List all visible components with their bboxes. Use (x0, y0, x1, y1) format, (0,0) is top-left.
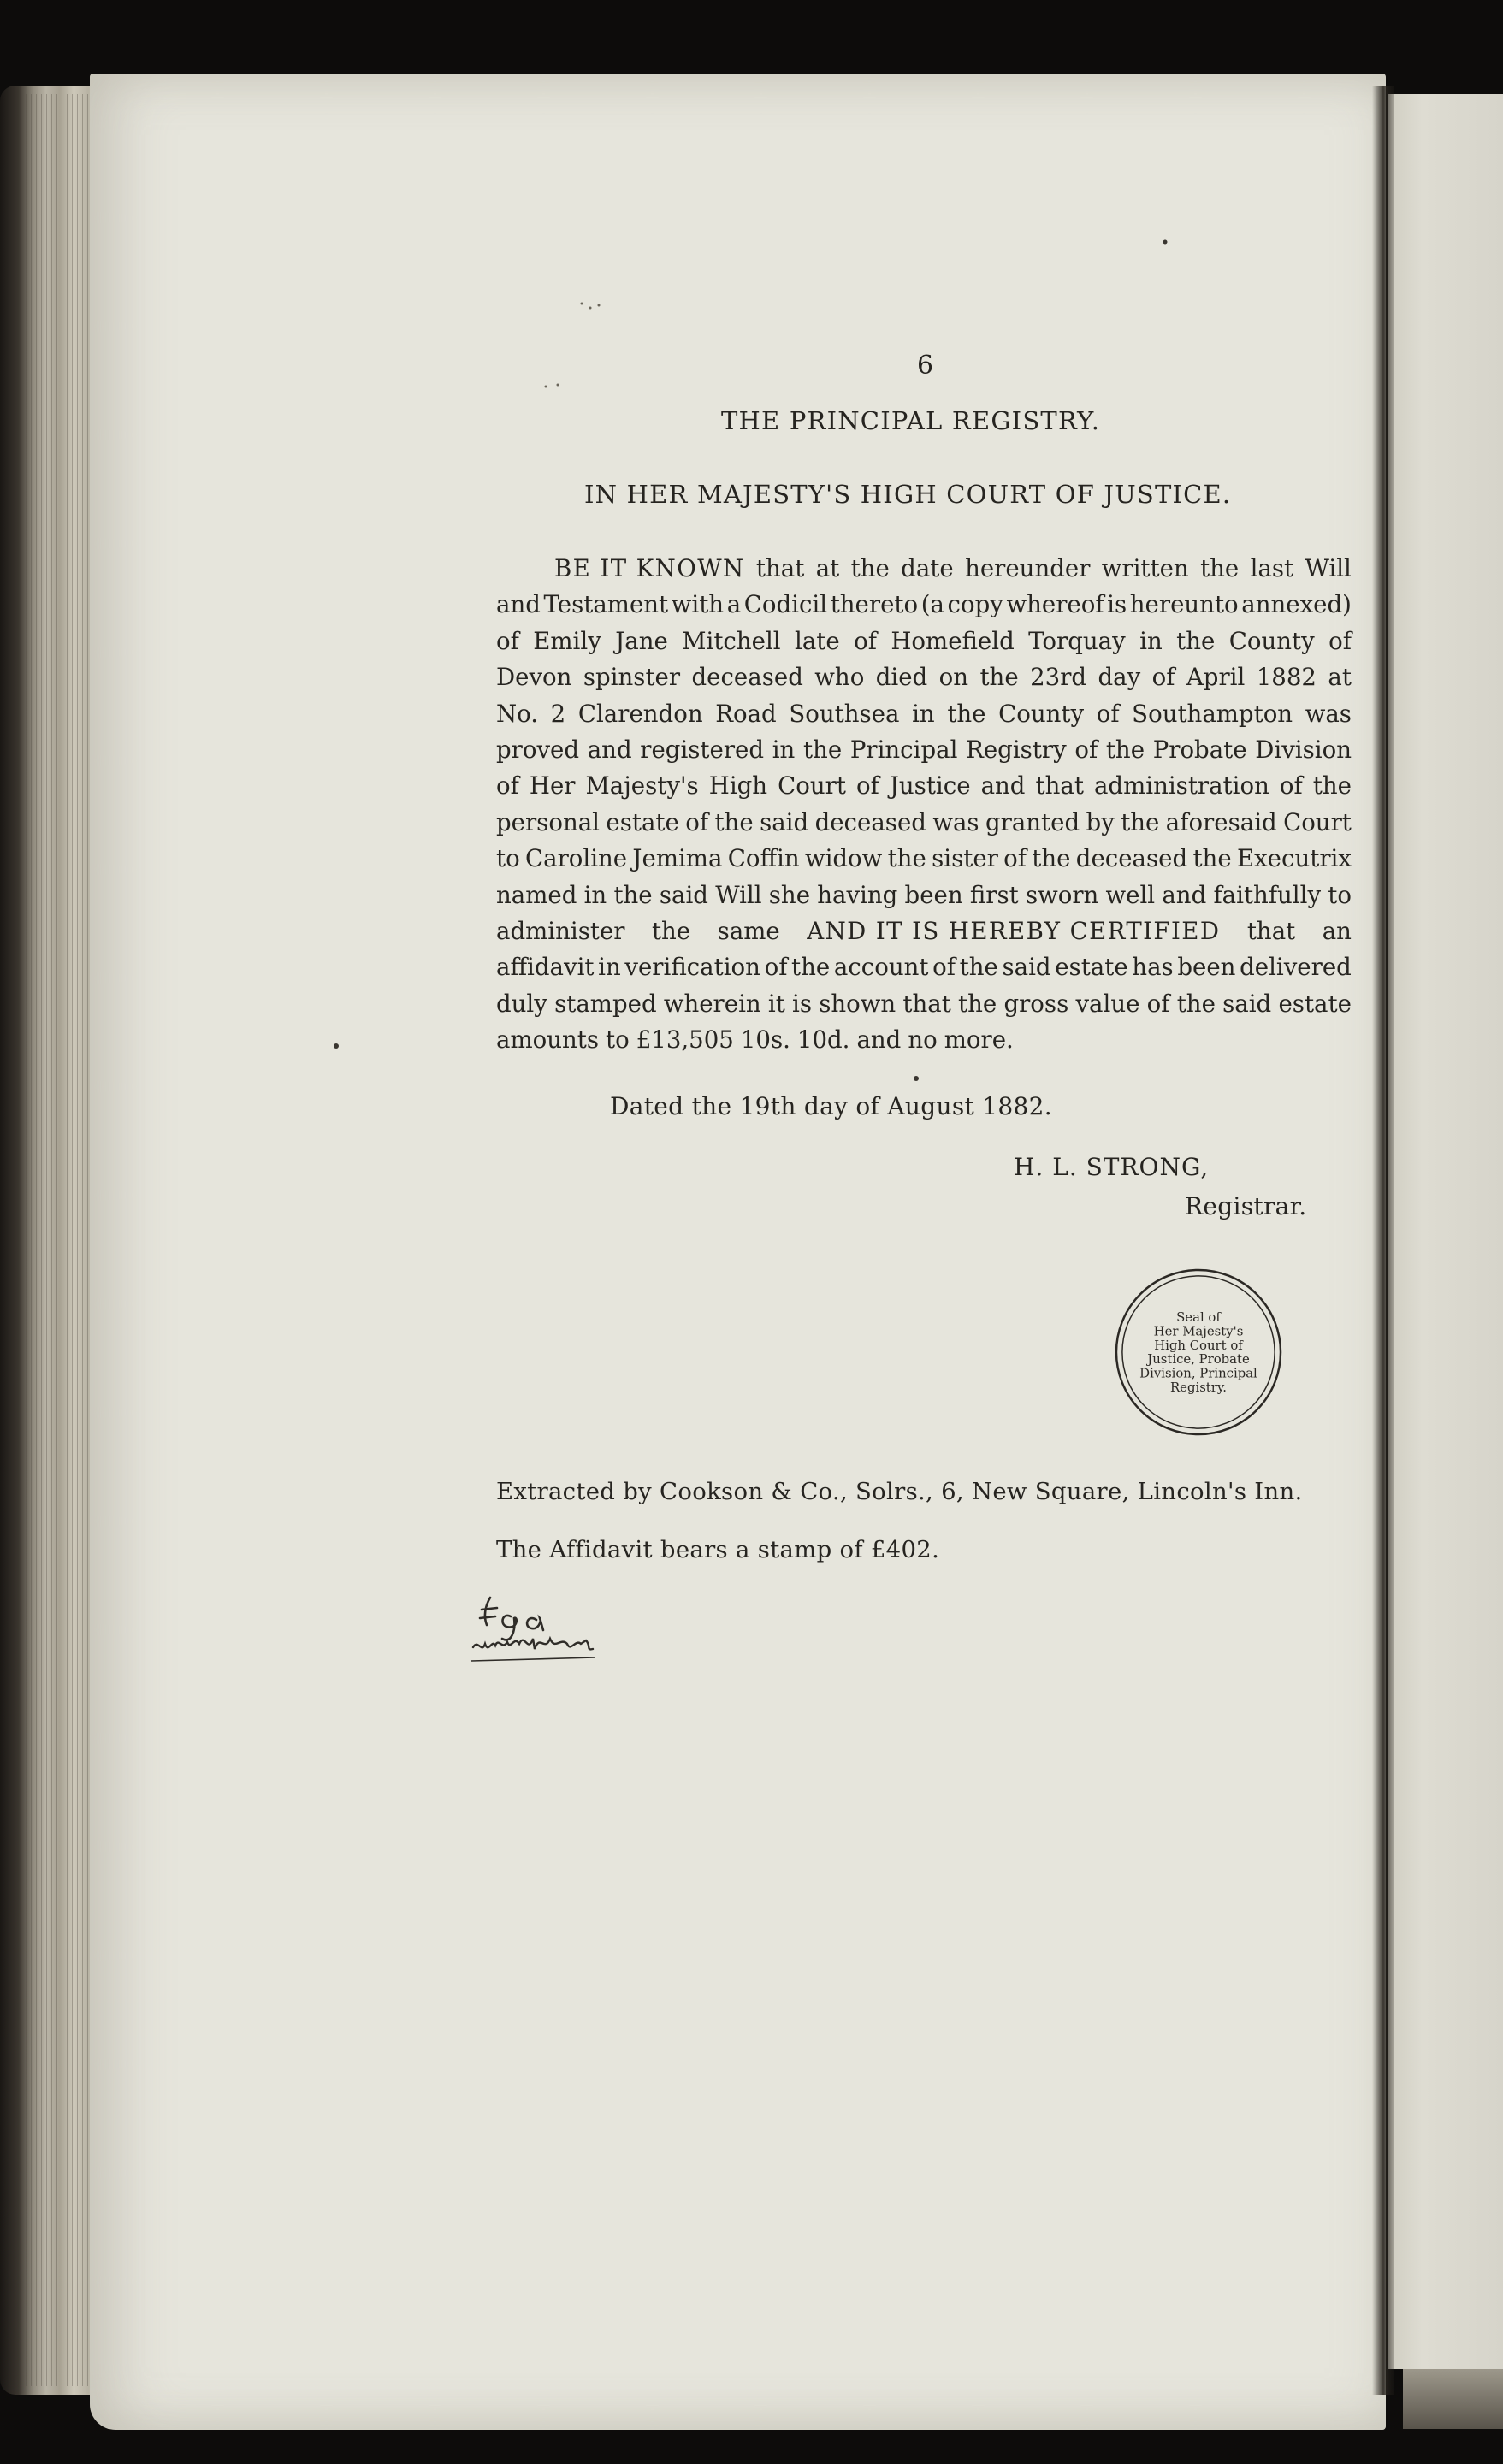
body-word: in (583, 880, 607, 909)
body-word: the (1192, 844, 1232, 873)
body-word: the (802, 735, 843, 764)
court-seal (1114, 1267, 1283, 1437)
dated-line: Dated the 19th day of August 1882. (610, 1092, 1052, 1120)
body-word: granted (985, 807, 1080, 836)
affidavit-stamp-line: The Affidavit bears a stamp of £402. (496, 1536, 940, 1563)
body-word: the (613, 880, 653, 909)
body-word: County (1228, 626, 1315, 655)
body-word: the (850, 554, 890, 582)
handwritten-annotation (466, 1582, 620, 1676)
body-word: it (767, 989, 785, 1018)
body-word: no (908, 1025, 938, 1055)
body-word: sworn (1025, 880, 1099, 909)
body-word: duly (496, 989, 547, 1018)
body-word: in (1139, 626, 1163, 655)
body-word: deceased (691, 663, 803, 692)
body-word: annexed) (1241, 590, 1352, 619)
body-word: stamped (554, 989, 657, 1018)
body-word: of (854, 626, 877, 655)
body-word: Torquay (1028, 626, 1126, 655)
body-word: on (938, 663, 969, 692)
body-word: of (496, 626, 519, 655)
body-word: of (1328, 626, 1352, 655)
body-word: the (714, 807, 754, 836)
registrar-title: Registrar. (1185, 1192, 1307, 1220)
body-line (496, 877, 1352, 913)
body-word: Court (1283, 807, 1352, 836)
body-word: is (792, 989, 813, 1018)
body-word: delivered (1240, 953, 1352, 982)
body-word: who (814, 663, 865, 692)
body-word: the (979, 663, 1019, 692)
body-word: date (901, 554, 954, 582)
body-word: with (671, 590, 725, 619)
body-line (496, 732, 1352, 768)
body-word: at (1328, 663, 1352, 692)
body-line (496, 949, 1352, 985)
body-word: been (1177, 953, 1236, 982)
registry-heading: THE PRINCIPAL REGISTRY. (721, 406, 1101, 435)
body-word: Jane (615, 626, 668, 655)
body-word: the (1176, 626, 1216, 655)
body-word: personal (496, 807, 601, 836)
body-word: spinster (583, 663, 681, 692)
body-word: hereunder (965, 554, 1091, 582)
body-word: administer (496, 916, 625, 945)
body-word: the (887, 844, 926, 873)
body-word: Devon (496, 663, 572, 692)
gutter-shadow (1372, 86, 1394, 2395)
seal-text-line: Seal of (1176, 1309, 1221, 1326)
body-word: gross (1003, 989, 1069, 1018)
body-word: the (1105, 735, 1145, 764)
body-word: aforesaid (1165, 807, 1277, 836)
seal-text-line: Justice, Probate (1147, 1351, 1250, 1368)
body-word: late (795, 626, 840, 655)
body-word: and (496, 590, 541, 619)
body-word: said (1222, 989, 1272, 1018)
body-word: having (817, 880, 898, 909)
body-word: Justice (889, 771, 971, 801)
body-line (496, 587, 1352, 623)
body-word: of (1151, 663, 1175, 692)
body-word: 1882 (1256, 663, 1317, 692)
body-word: deceased (1075, 844, 1188, 873)
body-word: the (1176, 989, 1216, 1018)
body-line (496, 696, 1352, 732)
body-word: 10d. (796, 1025, 850, 1055)
body-word: and (856, 1025, 902, 1055)
body-word: Probate (1152, 735, 1247, 764)
body-line (496, 986, 1352, 1022)
book-cover-corner (1403, 2369, 1503, 2429)
body-word: by (1086, 807, 1115, 836)
body-word: in (912, 699, 935, 728)
body-word: of (1003, 844, 1027, 873)
body-word: to (606, 1025, 630, 1055)
body-word: at (815, 554, 840, 582)
body-word: amounts (496, 1025, 600, 1055)
body-word: of (764, 953, 788, 982)
body-word: affidavit (496, 953, 595, 982)
body-word: to (496, 844, 520, 873)
body-word: High (708, 771, 768, 801)
body-word: same (717, 916, 780, 945)
body-word: is (1107, 590, 1127, 619)
body-word: an (1322, 916, 1352, 945)
body-word: Caroline (525, 844, 628, 873)
adjacent-right-page (1388, 94, 1503, 2369)
body-word: of (685, 807, 709, 836)
registrar-name: H. L. STRONG, (1014, 1153, 1210, 1181)
body-word: the (1200, 554, 1240, 582)
body-word: said (1002, 953, 1051, 982)
body-word: and (980, 771, 1026, 801)
body-word: Jemima (632, 844, 723, 873)
body-word: AND IT IS HEREBY CERTIFIED (807, 916, 1221, 945)
body-word: Testament (543, 590, 669, 619)
body-word: more. (944, 1025, 1014, 1055)
body-word: shown (819, 989, 896, 1018)
body-word: she (768, 880, 811, 909)
body-word: estate (1278, 989, 1352, 1018)
body-word: day (1098, 663, 1141, 692)
body-word: the (958, 989, 997, 1018)
body-word: whereof (1006, 590, 1104, 619)
body-line (496, 1022, 1352, 1058)
body-word: of (1279, 771, 1303, 801)
body-word: named (496, 880, 577, 909)
body-word: has (1132, 953, 1174, 982)
body-word: Mitchell (682, 626, 781, 655)
body-word: £13,505 (636, 1025, 734, 1055)
body-word: County (998, 699, 1085, 728)
extracted-by-line: Extracted by Cookson & Co., Solrs., 6, New Square, Lincoln's Inn. (496, 1478, 1303, 1505)
page-number: 6 (917, 351, 934, 381)
body-word: 23rd (1030, 663, 1087, 692)
body-line (496, 805, 1352, 841)
body-word: the (651, 916, 691, 945)
body-word: written (1101, 554, 1189, 582)
body-word: No. (496, 699, 539, 728)
body-word: Division (1255, 735, 1352, 764)
body-word: registered (640, 735, 765, 764)
body-word: of (1074, 735, 1098, 764)
body-word: that (1246, 916, 1296, 945)
body-word: estate (606, 807, 679, 836)
body-word: Homefield (891, 626, 1015, 655)
body-word: that (755, 554, 805, 582)
body-word: the (1032, 844, 1071, 873)
body-word: of (932, 953, 956, 982)
body-word: copy (947, 590, 1003, 619)
body-word: of (496, 771, 519, 801)
body-word: value (1075, 989, 1140, 1018)
body-word: Her (529, 771, 576, 801)
body-word: Will (1305, 554, 1352, 582)
seal-text-line: Division, Principal (1139, 1365, 1257, 1381)
body-line (496, 768, 1352, 804)
body-word: 2 (550, 699, 566, 728)
body-word: Court (778, 771, 846, 801)
body-word: that (902, 989, 951, 1018)
body-word: and (1162, 880, 1207, 909)
body-word: Majesty's (585, 771, 699, 801)
body-word: Emily (533, 626, 601, 655)
body-word: Will (715, 880, 762, 909)
body-word: in (598, 953, 621, 982)
body-line (496, 841, 1352, 877)
body-word: said (760, 807, 809, 836)
body-word: thereto (830, 590, 919, 619)
body-word: Southampton (1132, 699, 1293, 728)
body-word: Principal (849, 735, 958, 764)
body-word: was (1305, 699, 1352, 728)
body-word: to (1328, 880, 1352, 909)
body-word: a (726, 590, 742, 619)
body-word: administration (1093, 771, 1269, 801)
body-line (496, 551, 1352, 587)
body-word: of (1146, 989, 1170, 1018)
body-word: widow (804, 844, 883, 873)
body-word: died (875, 663, 928, 692)
body-line (496, 659, 1352, 695)
body-word: the (947, 699, 986, 728)
body-word: was (932, 807, 979, 836)
body-word: the (1121, 807, 1160, 836)
body-word: said (659, 880, 708, 909)
body-word: that (1035, 771, 1084, 801)
body-word: hereunto (1129, 590, 1239, 619)
body-word: in (772, 735, 796, 764)
body-word: sister (932, 844, 998, 873)
body-word: of (1096, 699, 1120, 728)
seal-text-line: High Court of (1154, 1337, 1243, 1353)
body-word: BE IT KNOWN (554, 554, 745, 582)
body-line (496, 623, 1352, 659)
body-word: of (855, 771, 879, 801)
body-word: Clarendon (577, 699, 703, 728)
body-word: deceased (814, 807, 926, 836)
body-word: 10s. (740, 1025, 790, 1055)
body-word: Executrix (1236, 844, 1352, 873)
body-word: Southsea (789, 699, 900, 728)
seal-text-line: Registry. (1169, 1379, 1228, 1395)
body-word: verification (624, 953, 760, 982)
body-word: the (959, 953, 998, 982)
body-line (496, 913, 1352, 949)
body-word: the (791, 953, 831, 982)
body-word: been (904, 880, 963, 909)
court-heading: IN HER MAJESTY'S HIGH COURT OF JUSTICE. (584, 480, 1232, 509)
body-word: (a (920, 590, 944, 619)
body-word: account (833, 953, 929, 982)
body-word: and (587, 735, 632, 764)
seal-text-line: Her Majesty's (1153, 1323, 1244, 1339)
body-word: proved (496, 735, 580, 764)
grant-body-text (496, 551, 1352, 1058)
body-word: first (969, 880, 1019, 909)
body-word: Coffin (727, 844, 800, 873)
body-word: Registry (966, 735, 1067, 764)
body-word: estate (1055, 953, 1128, 982)
body-word: Codicil (743, 590, 828, 619)
body-word: April (1186, 663, 1246, 692)
body-word: the (1312, 771, 1352, 801)
body-word: last (1250, 554, 1294, 582)
body-word: faithfully (1213, 880, 1322, 909)
body-word: wherein (663, 989, 761, 1018)
body-word: Road (715, 699, 777, 728)
body-word: well (1105, 880, 1156, 909)
